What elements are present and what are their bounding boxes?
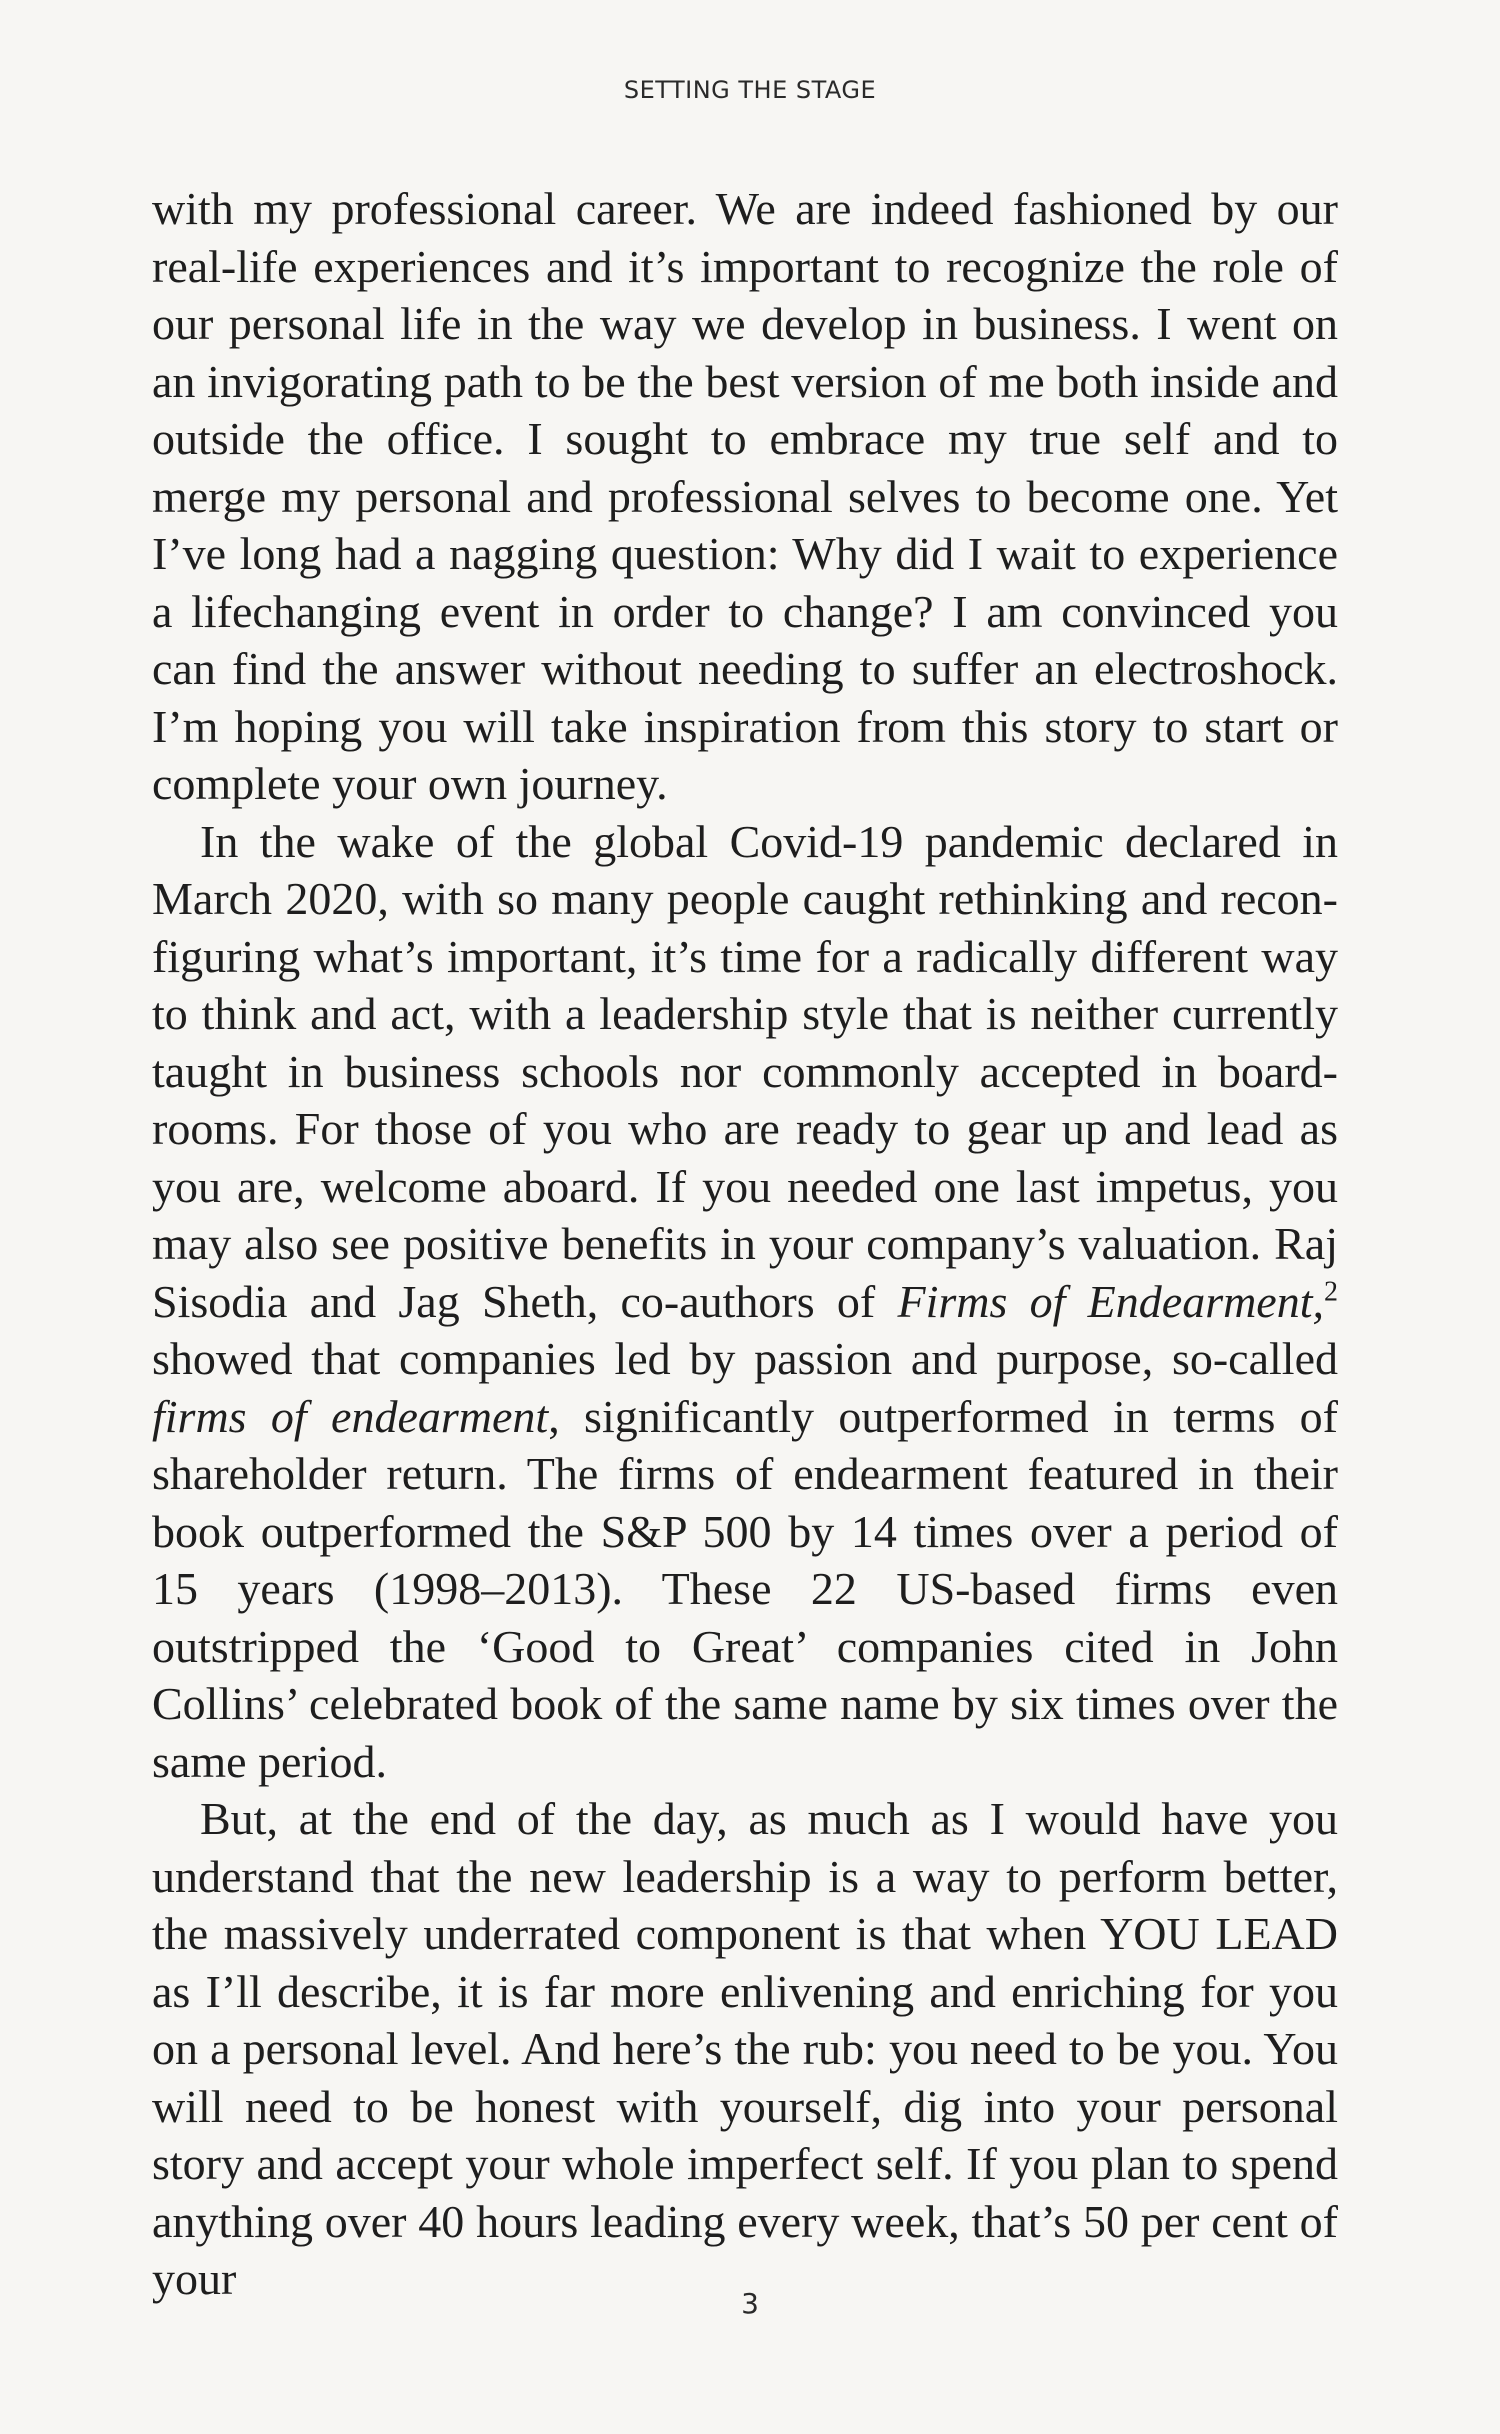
paragraph	[152, 813, 1338, 1791]
text-run: showed that companies led by passion and purpose, so-called	[152, 1333, 1338, 1384]
body-text	[152, 180, 1338, 2308]
italic-text: Firms of Endearment,	[897, 1275, 1325, 1327]
italic-text: firms of endearment	[152, 1390, 549, 1442]
paragraph	[152, 180, 1338, 813]
page-number: 3	[741, 2287, 759, 2320]
running-head: SETTING THE STAGE	[623, 76, 877, 104]
text-run: But, at the end of the day, as much as I would have you understand that the new leadership is a way to perform better, the massively underrated component is that when YOU LEAD as I’ll describe, it is far more enlivening and enriching for you on a personal level. And here’s the rub: you need to be you. You will need to be honest with yourself, dig into your personal story and accept your whole imperfect self. If you plan to spend anything over 40 hours leading every week, that’s 50 per cent of your	[152, 1793, 1338, 2304]
text-run: , significantly outperformed in terms of shareholder return. The firms of endearment featured in their book outperformed the S&P 500 by 14 times over a period of 15 years (1998–2013). These 22 US-based firms even outstripped the ‘Good to Great’ companies cited in John Collins’ celebrated book of the same name by six times over the same period.	[152, 1390, 1339, 1787]
paragraph	[152, 1790, 1338, 2308]
text-run: with my professional career. We are indeed fashioned by our real-life experiences and it’s important to recognize the role of our personal life in the way we develop in business. I went on an invigorating path to be the best version of me both inside and outside the office. I sought to embrace my true self and to merge my personal and professional selves to become one. Yet I’ve long had a nagging question: Why did I wait to experience a lifechanging event in order to change? I am convinced you can find the answer without needing to suffer an electroshock. I’m hoping you will take inspiration from this story to start or complete your own journey.	[152, 183, 1338, 809]
text-run: In the wake of the global Covid-19 pandemic declared in March 2020, with so many people caught rethinking and reconfiguring what’s important, it’s time for a radically different way to think and act, with a leadership style that is neither currently taught in business schools nor commonly accepted in boardrooms. For those of you who are ready to gear up and lead as you are, welcome aboard. If you needed one last impetus, you may also see positive benefits in your company’s valuation. Raj Sisodia and Jag Sheth, co-authors of	[152, 815, 1338, 1327]
footnote-marker: 2	[1324, 1276, 1339, 1308]
